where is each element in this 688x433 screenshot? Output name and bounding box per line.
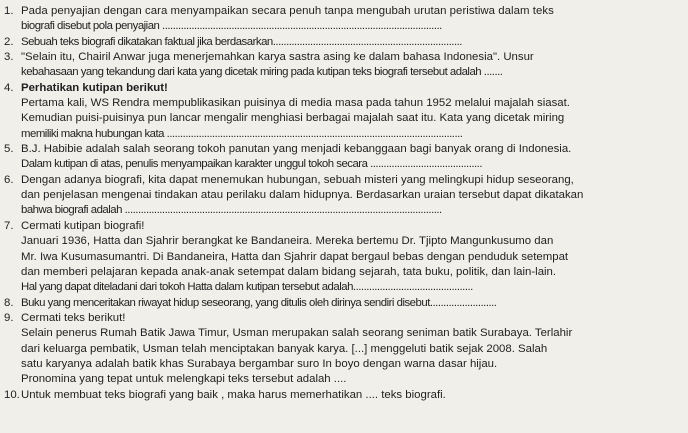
question-number: 5. [4, 143, 14, 156]
question-text [21, 173, 676, 219]
question-6 [4, 173, 676, 219]
question-line: memiliki makna hubungan kata ............................................................................................................... [21, 127, 463, 140]
question-text [21, 81, 676, 142]
question-line: Januari 1936, Hatta dan Sjahrir berangkat ke Bandaneira. Mereka bertemu Dr. Tjipto Mangunkusumo dan [21, 235, 554, 248]
question-line: dan memberi pelajaran kepada anak-anak setempat dalam bidang sejarah, tata buku, politik, dan lain-lain. [21, 265, 557, 278]
question-2 [4, 35, 676, 50]
question-1 [4, 4, 676, 35]
question-text [21, 219, 676, 296]
question-number: 8. [4, 296, 14, 309]
question-4 [4, 81, 676, 142]
question-text [21, 4, 676, 35]
question-number: 4. [4, 81, 14, 94]
question-line: Hal yang dapat diteladani dari tokoh Hatta dalam kutipan tersebut adalah............................................. [21, 281, 473, 294]
question-instruction: Cermati kutipan biografi! [21, 219, 145, 232]
question-8 [4, 296, 676, 311]
question-text [21, 50, 676, 81]
question-line: Dalam kutipan di atas, penulis menyampaikan karakter unggul tokoh secara .......................................... [21, 158, 483, 171]
question-line: B.J. Habibie adalah salah seorang tokoh panutan yang menjadi kebanggaan bagi banyak orang di Indonesia. [21, 143, 572, 156]
question-line: bahwa biografi adalah ....................................................................................................................... [21, 204, 442, 217]
question-10 [4, 388, 676, 403]
question-line: Kemudian puisi-puisinya pun lancar mengalir menghiasi berbagai majalah saat itu. Kata yang dicetak miring [21, 112, 565, 125]
question-number: 9. [4, 311, 14, 324]
question-line: Selain penerus Rumah Batik Jawa Timur, Usman merupakan salah seorang seniman batik Surabaya. Terlahir [21, 327, 573, 340]
question-number: 7. [4, 219, 14, 232]
question-line: Untuk membuat teks biografi yang baik , maka harus memerhatikan .... teks biografi. [21, 388, 446, 401]
question-line: "Selain itu, Chairil Anwar juga menerjemahkan karya sastra asing ke dalam bahasa Indonesia". Unsur [21, 51, 534, 64]
question-text [21, 35, 676, 50]
question-text [21, 311, 676, 388]
question-line: biografi disebut pola penyajian ......................................................................................................... [21, 20, 442, 33]
question-9 [4, 311, 676, 388]
question-line: satu karyanya adalah batik khas Surabaya bergambar suro In boyo dengan warna dasar hijau. [21, 357, 498, 370]
question-7 [4, 219, 676, 296]
question-text [21, 142, 676, 173]
question-number: 2. [4, 35, 14, 48]
question-number: 1. [4, 5, 14, 17]
question-line: kebahasaan yang tekandung dari kata yang dicetak miring pada kutipan teks biografi tersebut adalah ....... [21, 66, 503, 79]
question-line: Dengan adanya biografi, kita dapat menemukan hubungan, sebuah misteri yang melingkupi hidup seseorang, [21, 173, 574, 186]
question-instruction: Perhatikan kutipan berikut! [21, 81, 168, 94]
question-line: Buku yang menceritakan riwayat hidup seseorang, yang ditulis oleh dirinya sendiri disebut......................... [21, 296, 497, 309]
question-line: Sebuah teks biografi dikatakan faktual jika berdasarkan....................................................................... [21, 35, 462, 48]
question-line: Pronomina yang tepat untuk melengkapi teks tersebut adalah .... [21, 373, 347, 386]
question-instruction: Cermati teks berikut! [21, 311, 126, 324]
question-line: Pada penyajian dengan cara menyampaikan secara penuh tanpa mengubah urutan peristiwa dalam teks [21, 5, 554, 17]
question-text [21, 296, 676, 311]
question-line: Mr. Iwa Kusumasumantri. Di Bandaneira, Hatta dan Sjahrir dapat bergaul bebas dengan penduduk setempat [21, 250, 569, 263]
question-line: dari keluarga pembatik, Usman telah menciptakan banyak karya. [...] menggeluti batik sejak 2008. Salah [21, 342, 548, 355]
question-number: 3. [4, 51, 14, 64]
question-3 [4, 50, 676, 81]
question-number: 6. [4, 173, 14, 186]
question-5 [4, 142, 676, 173]
question-line: dan penjelasan mengenai tindakan atau perilaku dalam hidupnya. Berdasarkan uraian tersebut dapat dikatakan [21, 189, 584, 202]
question-text [21, 388, 676, 403]
question-number: 10. [4, 388, 20, 401]
question-line: Pertama kali, WS Rendra mempublikasikan puisinya di media masa pada tahun 1952 melalui majalah siasat. [21, 97, 570, 110]
